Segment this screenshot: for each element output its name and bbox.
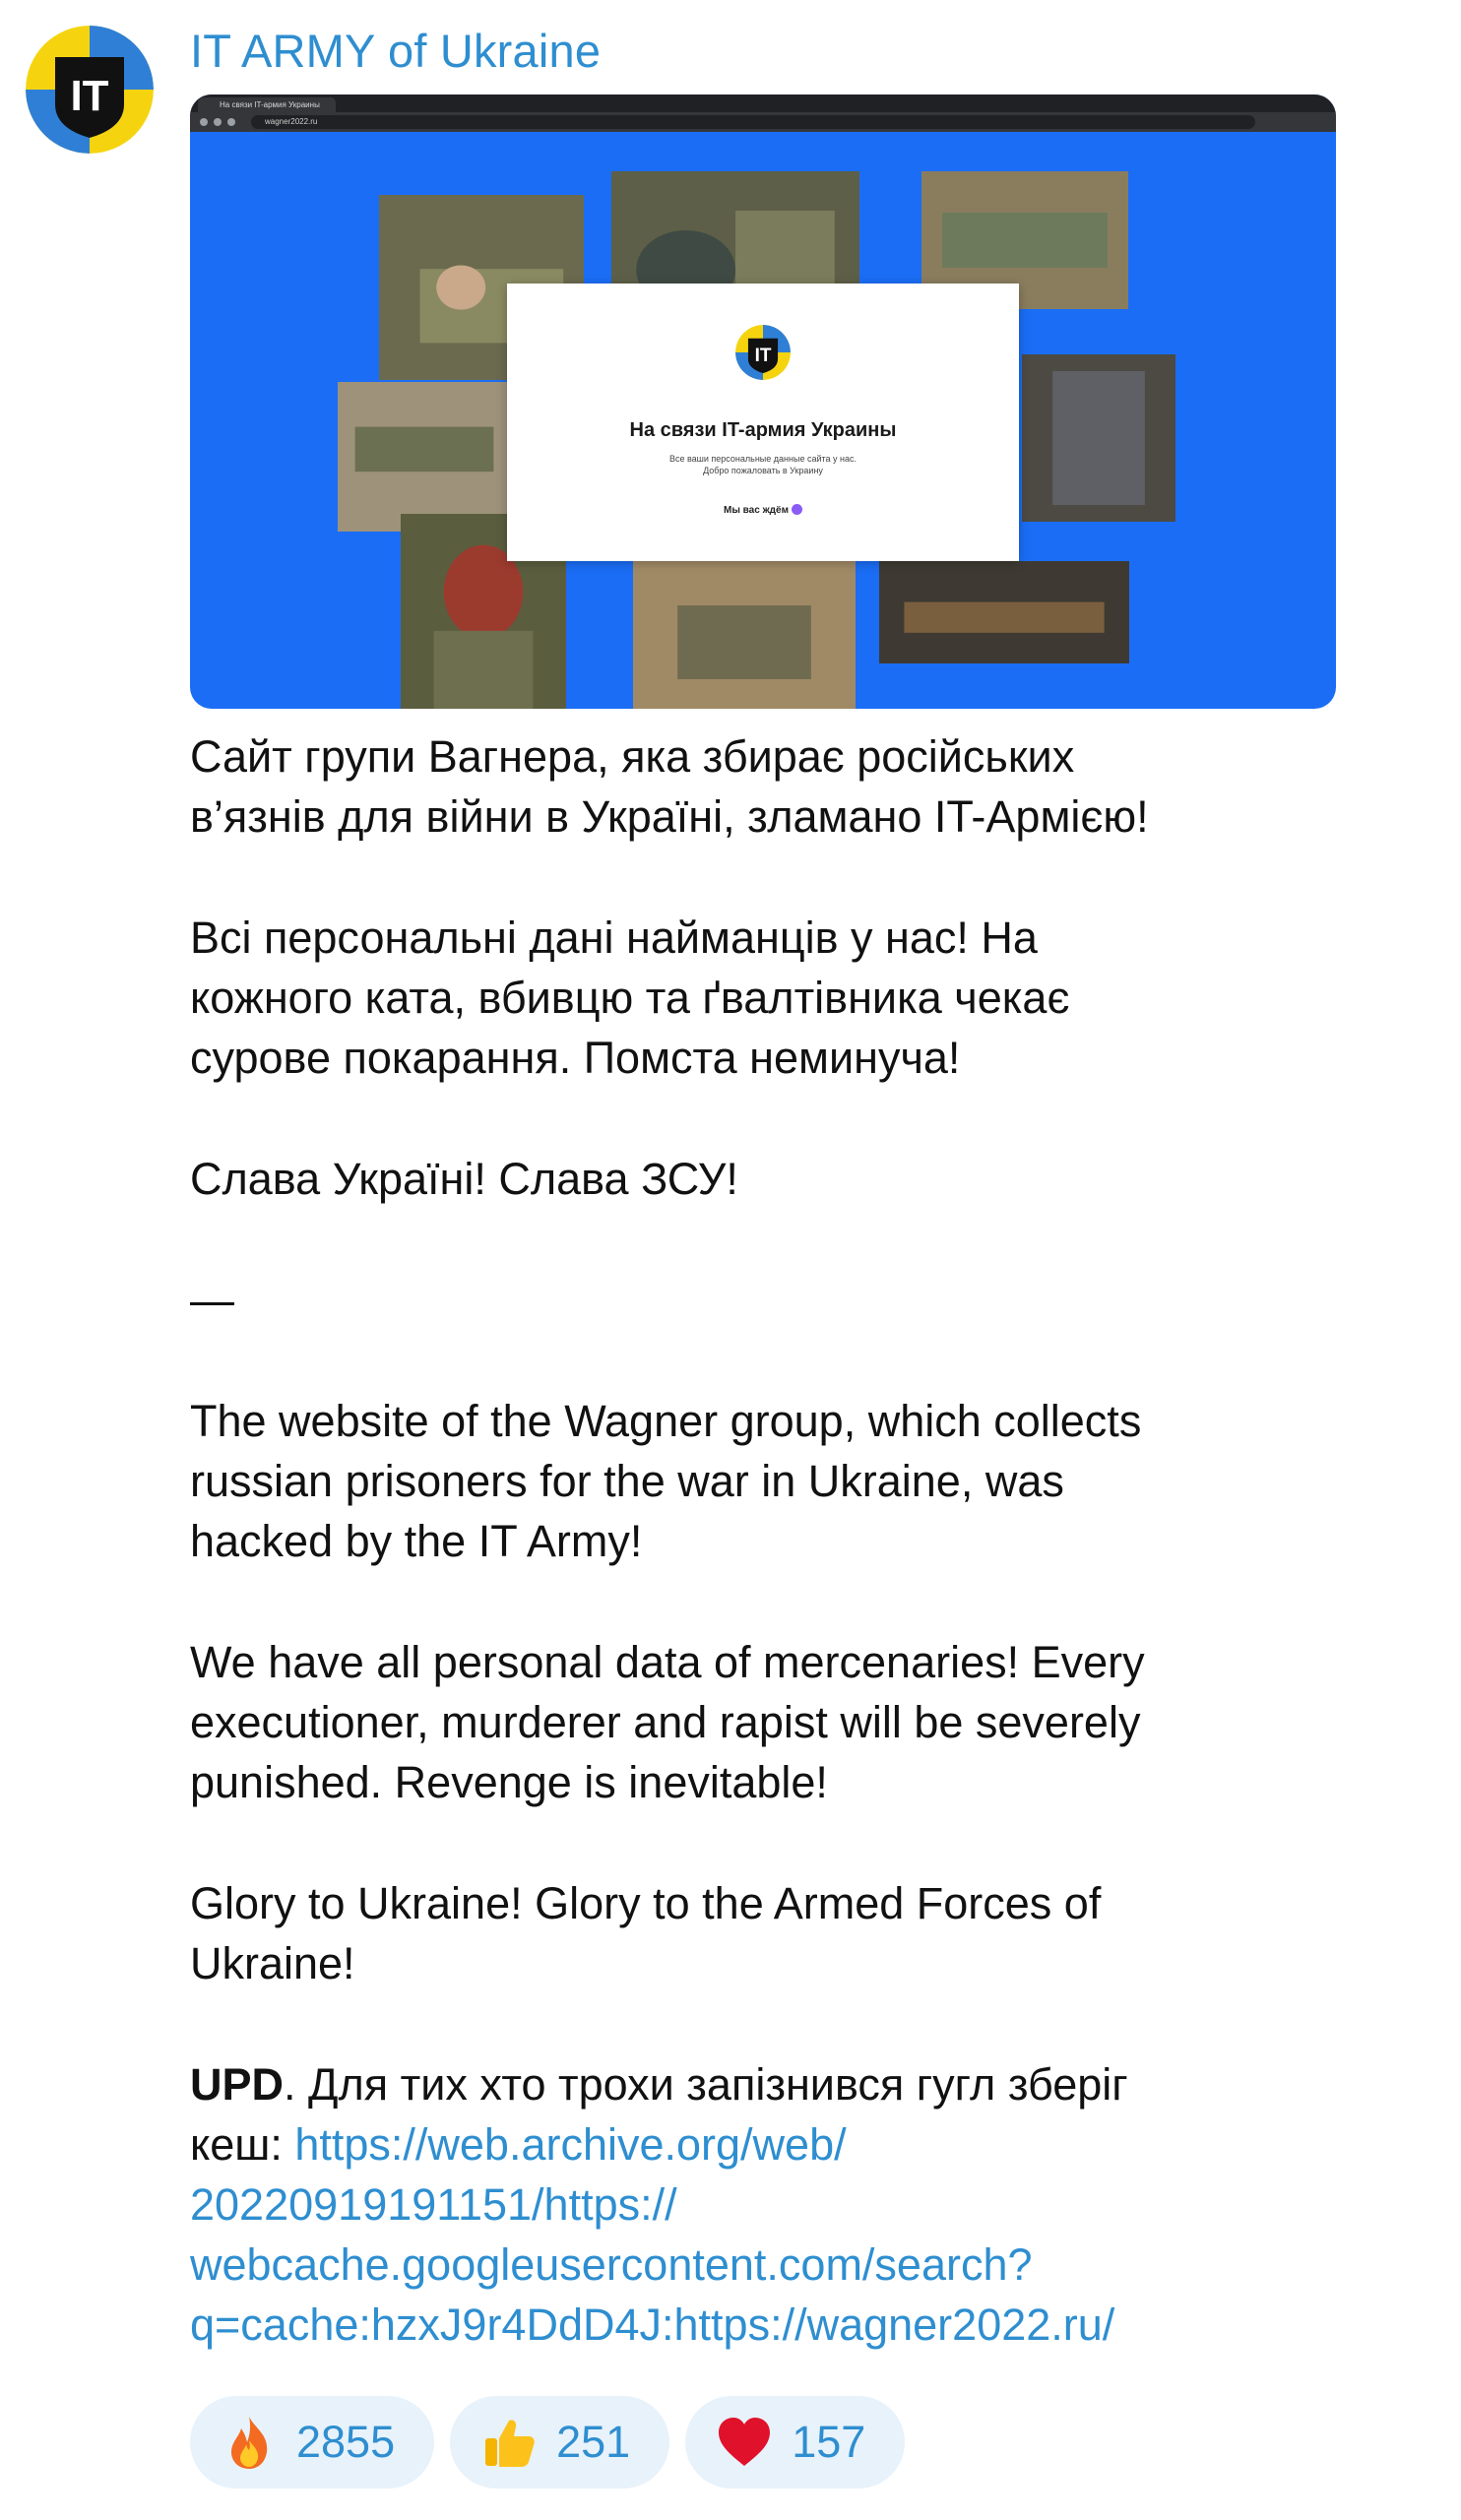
reload-icon — [227, 118, 235, 126]
post-image[interactable] — [190, 94, 1336, 709]
reaction-count: 157 — [792, 2417, 866, 2467]
url-box — [251, 115, 1255, 129]
upd-label: UPD — [190, 2059, 285, 2110]
reaction-count: 2855 — [296, 2417, 396, 2467]
channel-avatar[interactable] — [26, 26, 154, 154]
browser-tab-bar — [190, 94, 1336, 112]
reaction-fire[interactable] — [190, 2396, 434, 2488]
message-paragraph: Сайт групи Вагнера, яка збирає російських в’язнів для війни в Україні, зламано IT-Армією! — [190, 731, 1149, 842]
message-paragraph: We have all personal data of mercenaries! Every executioner, murderer and rapist will be severely punished. Revenge is inevitable! — [190, 1637, 1145, 1807]
card-subtitle-line: Добро пожаловать в Украину — [703, 466, 823, 475]
card-cta — [507, 504, 1019, 516]
archive-link[interactable]: https://web.archive.org/web/ 20220919191151/https:// webcache.googleusercontent.com/search? q=cache:hzxJ9r4DdD4J:https://wagner2022.ru/ — [190, 2119, 1115, 2350]
card-subtitle-line: Все ваши персональные данные сайта у нас. — [668, 454, 857, 464]
channel-name[interactable]: IT ARMY of Ukraine — [190, 25, 602, 77]
message-paragraph: Всі персональні дані найманців у нас! На кожного ката, вбивцю та ґвалтівника чекає сурове покарання. Помста неминуча! — [190, 913, 1070, 1083]
collage-photo — [633, 561, 856, 709]
it-army-logo-icon — [26, 26, 154, 154]
hacked-site-card — [507, 284, 1019, 561]
thumbs-up-icon — [479, 2413, 539, 2472]
browser-address-bar — [190, 112, 1336, 132]
reaction-count: 251 — [556, 2417, 631, 2467]
collage-photo — [1022, 354, 1175, 522]
upd-paragraph — [190, 2054, 1352, 2355]
card-title: На связи IT-армия Украины — [629, 419, 897, 441]
heart-icon — [715, 2413, 774, 2472]
collage-photo — [338, 382, 511, 532]
upd-text: . Для тих хто трохи запізнився гугл зберіг кеш: — [190, 2059, 1128, 2170]
message-separator: — — [190, 1275, 234, 1325]
browser-tab — [198, 97, 336, 112]
emoji-icon — [792, 504, 802, 515]
forward-icon — [214, 118, 222, 126]
browser-tab-title: На связи IT-армия Украины — [220, 100, 320, 109]
svg-text:IT: IT — [70, 72, 109, 120]
back-icon — [200, 118, 208, 126]
it-army-logo-icon — [735, 325, 791, 380]
url-text: wagner2022.ru — [265, 117, 318, 126]
svg-text:IT: IT — [754, 346, 772, 367]
reaction-thumbs-up[interactable] — [450, 2396, 669, 2488]
card-subtitle — [625, 453, 901, 476]
message-paragraph: The website of the Wagner group, which collects russian prisoners for the war in Ukraine, was hacked by the IT Army! — [190, 1396, 1142, 1566]
message-paragraph: Слава Україні! Слава ЗСУ! — [190, 1154, 738, 1204]
card-cta-text: Мы вас ждём — [724, 505, 789, 516]
reaction-heart[interactable] — [685, 2396, 905, 2488]
collage-photo — [879, 561, 1129, 663]
fire-icon — [220, 2413, 279, 2472]
reactions-bar — [190, 2396, 905, 2488]
message-paragraph: Glory to Ukraine! Glory to the Armed Forces of Ukraine! — [190, 1878, 1102, 1988]
message-text — [190, 726, 1352, 2355]
